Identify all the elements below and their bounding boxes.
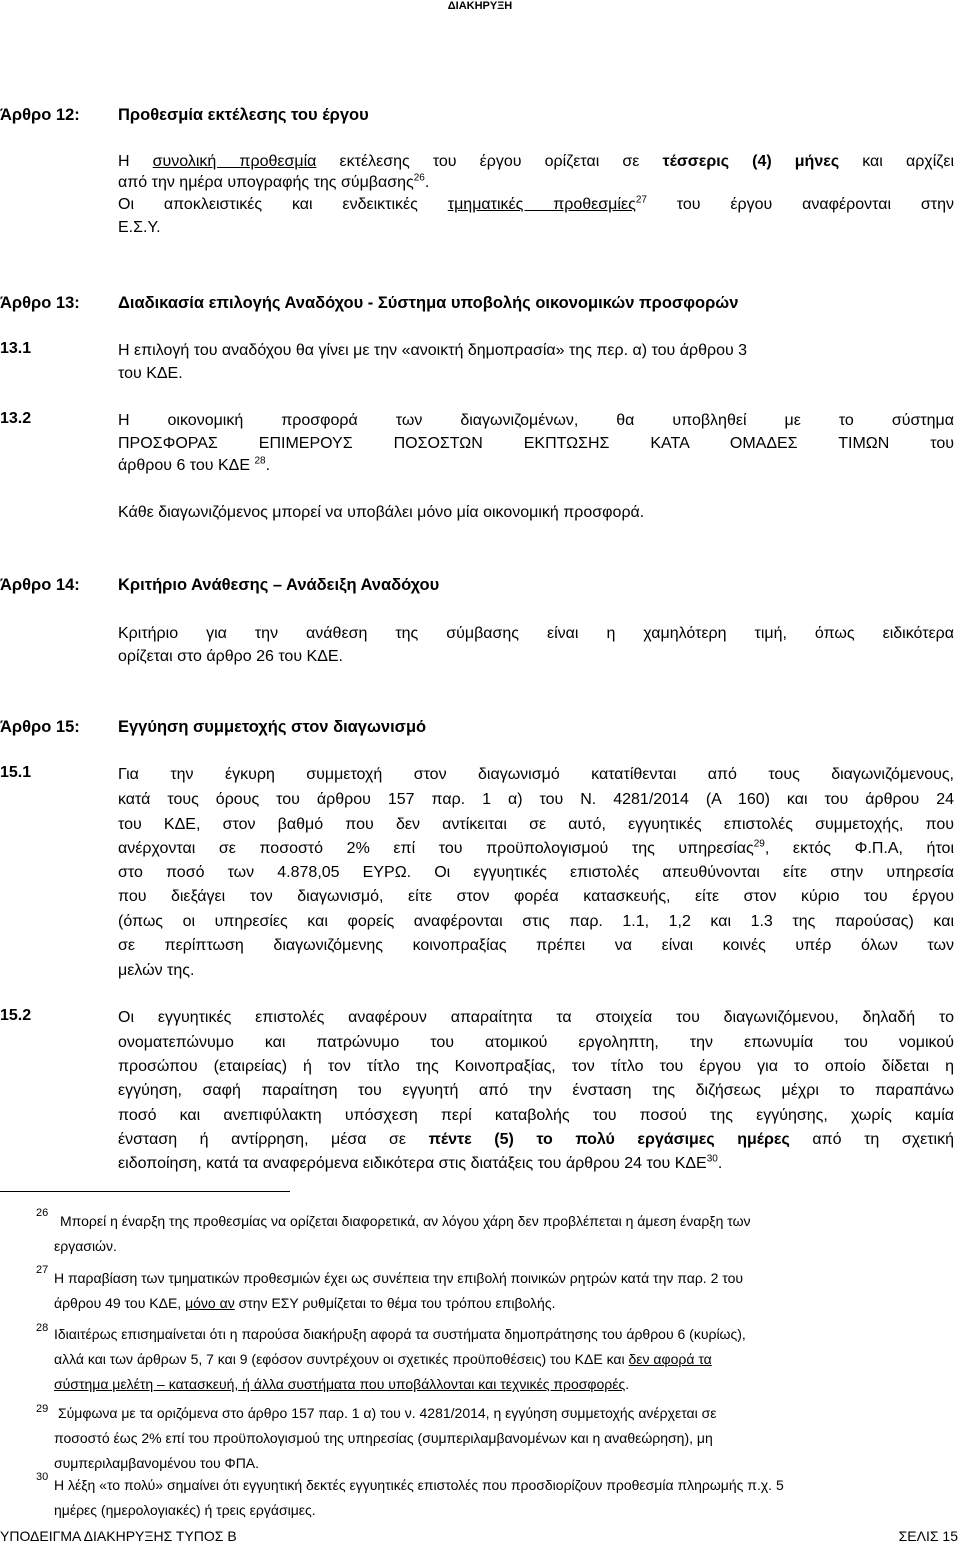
footnote-ref-29: 29 bbox=[753, 838, 765, 850]
section-15-1-line8: σε περίπτωση διαγωνιζόμενης κοινοπραξίας πρέπει να είναι κοινές υπέρ όλων των bbox=[118, 937, 954, 954]
section-13-1-number: 13.1 bbox=[0, 340, 32, 357]
article-15-title: Εγγύηση συμμετοχής στον διαγωνισμό bbox=[118, 718, 427, 736]
section-15-1-line1: Για την έγκυρη συμμετοχή στον διαγωνισμό κατατίθενται από τους διαγωνιζόμενους, bbox=[118, 766, 954, 783]
section-15-1-line9: μελών της. bbox=[118, 962, 195, 979]
section-13-2-line3: άρθρου 6 του ΚΔΕ $^{28}$. bbox=[118, 455, 271, 474]
section-15-1-line7: (όπως οι υπηρεσίες και φορείς αναφέρονται στις παρ. 1.1, 1,2 και 1.3 της παρούσας) και bbox=[118, 913, 954, 930]
article-13-number: Άρθρο 13: bbox=[0, 294, 80, 312]
section-13-2-line2: ΠΡΟΣΦΟΡΑΣ ΕΠΙΜΕΡΟΥΣ ΠΟΣΟΣΤΩΝ ΕΚΠΤΩΣΗΣ ΚΑΤΑ ΟΜΑΔΕΣ ΤΙΜΩΝ του bbox=[118, 435, 954, 452]
footnote-30-number: 30 bbox=[36, 1471, 49, 1483]
section-15-1-line6: που διεξάγει τον διαγωνισμό, είτε στον φορέα κατασκευής, είτε στον κύριο του έργου bbox=[118, 888, 954, 905]
section-15-1-line4: ανέρχονται σε ποσοστό 2% επί του προϋπολογισμού της υπηρεσίας$^{29}$, εκτός Φ.Π.Α, ήτοι bbox=[118, 838, 954, 857]
article-15-number: Άρθρο 15: bbox=[0, 718, 80, 736]
section-15-1-number: 15.1 bbox=[0, 764, 32, 781]
footnote-28-text: Ιδιαιτέρως επισημαίνεται ότι η παρούσα διακήρυξη αφορά τα συστήματα δημοπράτησης του άρθρου 6 (κυρίως), αλλά και των άρθρων 5, 7 και 9 (εφόσον συντρέχουν οι σχετικές προϋποθέσεις) του ΚΔΕ και δεν αφορά τα σύστημα μελέτη – κατασκευή, ή άλλα συστήματα που υποβάλλονται και τεχνικές προσφορές. bbox=[54, 1326, 746, 1392]
section-13-2-number: 13.2 bbox=[0, 410, 32, 427]
footer-page-number: ΣΕΛΙΣ 15 bbox=[898, 1528, 958, 1544]
section-13-2-line4: Κάθε διαγωνιζόμενος μπορεί να υποβάλει μόνο μία οικονομική προσφορά. bbox=[118, 504, 645, 521]
footnote-30-text: Η λέξη «το πολύ» σημαίνει ότι εγγυητική δεκτές εγγυητικές επιστολές που προσδιορίζουν προθεσμία πληρωμής π.χ. 5 ημέρες (ημερολογιακές) ή τρεις εργάσιμες. bbox=[54, 1477, 784, 1518]
footnote-27-text: Η παραβίαση των τμηματικών προθεσμιών έχει ως συνέπεια την επιβολή ποινικών ρητρών κατά την παρ. 2 του άρθρου 49 του ΚΔΕ, μόνο αν στην ΕΣΥ ρυθμίζεται το θέμα του τρόπου επιβολής. bbox=[54, 1270, 744, 1311]
art12-para2-line2: Ε.Σ.Υ. bbox=[118, 219, 161, 236]
running-header: ΔΙΑΚΗΡΥΞΗ bbox=[447, 0, 513, 12]
footnote-29-number: 29 bbox=[36, 1403, 49, 1415]
section-15-2-line7: ειδοποίηση, κατά τα αναφερόμενα ειδικότερα στις διατάξεις του άρθρου 24 του ΚΔΕ$^{30}$. bbox=[118, 1153, 723, 1172]
footnote-26-number: 26 bbox=[36, 1207, 49, 1219]
article-14-title: Κριτήριο Ανάθεσης – Ανάδειξη Αναδόχου bbox=[118, 576, 440, 594]
section-15-2-line4: εγγύηση, σαφή παραίτηση του εγγυητή από την ένσταση της διζήσεως μέχρι το παραπάνω bbox=[118, 1082, 954, 1099]
art12-para1-line1: Η συνολική προθεσμία εκτέλεσης του έργου ορίζεται σε τέσσερις (4) μήνες και αρχίζει bbox=[118, 153, 954, 170]
section-15-1-line5: στο ποσό των 4.878,05 ΕΥΡΩ. Οι εγγυητικές επιστολές απευθύνονται είτε στην υπηρεσία bbox=[118, 864, 954, 881]
section-13-1-line1: Η επιλογή του αναδόχου θα γίνει με την «ανοικτή δημοπρασία» της περ. α) του άρθρου 3 bbox=[118, 342, 748, 359]
section-15-2-number: 15.2 bbox=[0, 1007, 32, 1024]
article-13-title: Διαδικασία επιλογής Αναδόχου - Σύστημα υποβολής οικονομικών προσφορών bbox=[118, 294, 739, 312]
section-15-2-line6: ένσταση ή αντίρρηση, μέσα σε πέντε (5) το πολύ εργάσιμες ημέρες από τη σχετική bbox=[118, 1131, 955, 1148]
article-12-number: Άρθρο 12: bbox=[0, 106, 80, 124]
article-12-title: Προθεσμία εκτέλεσης του έργου bbox=[118, 106, 369, 124]
art14-line2: ορίζεται στο άρθρο 26 του ΚΔΕ. bbox=[118, 648, 343, 665]
footnote-29-text: Σύμφωνα με τα οριζόμενα στο άρθρο 157 παρ. 1 α) του ν. 4281/2014, η εγγύηση συμμετοχής ανέρχεται σε ποσοστό έως 2% επί του προϋπολογισμού της υπηρεσίας (συμπεριλαμβανομένων και η αναθεώρηση), μη συμπεριλαμβανομένου του ΦΠΑ. bbox=[54, 1405, 717, 1471]
footnote-ref-28: 28 bbox=[254, 455, 266, 467]
footnote-separator bbox=[0, 1191, 290, 1192]
footnote-ref-30: 30 bbox=[706, 1153, 718, 1165]
article-14-number: Άρθρο 14: bbox=[0, 576, 80, 594]
footnote-28-number: 28 bbox=[36, 1322, 49, 1334]
section-15-2-line3: προσώπου (εταιρείας) ή τον τίτλο της Κοινοπραξίας, τον τίτλο του έργου για το οποίο δίδεται η bbox=[118, 1058, 954, 1075]
footnote-27-number: 27 bbox=[36, 1264, 49, 1276]
section-15-2-line2: ονοματεπώνυμο και πατρώνυμο του ατομικού εργοληπτη, την επωνυμία του νομικού bbox=[118, 1034, 954, 1051]
footnote-ref-26: 26 bbox=[413, 172, 425, 184]
section-13-2-line1: Η οικονομική προσφορά των διαγωνιζομένων, θα υποβληθεί με το σύστημα bbox=[118, 412, 954, 429]
section-13-1-line2: του ΚΔΕ. bbox=[118, 365, 183, 382]
section-15-2-line1: Οι εγγυητικές επιστολές αναφέρουν απαραίτητα τα στοιχεία του διαγωνιζόμενου, δηλαδή το bbox=[118, 1009, 954, 1026]
footnote-26-text: Μπορεί η έναρξη της προθεσμίας να ορίζεται διαφορετικά, αν λόγου χάρη δεν προβλέπεται η άμεση έναρξη των εργασιών. bbox=[54, 1213, 751, 1254]
section-15-2-line5: ποσό και ανεπιφύλακτη υπόσχεση περί καταβολής του ποσού της εγγύησης, χωρίς καμία bbox=[118, 1107, 954, 1124]
footer-document-type: ΥΠΟΔΕΙΓΜΑ ΔΙΑΚΗΡΥΞΗΣ ΤΥΠΟΣ Β bbox=[0, 1528, 237, 1544]
footnote-ref-27: 27 bbox=[635, 194, 647, 206]
section-15-1-line3: του ΚΔΕ, στον βαθμό που δεν αντίκειται σε αυτό, εγγυητικές επιστολές συμμετοχής, που bbox=[118, 816, 954, 833]
art12-para1-line2: από την ημέρα υπογραφής της σύμβασης$^{26}$. bbox=[118, 172, 430, 191]
art12-para2-line1: Οι αποκλειστικές και ενδεικτικές τμηματικές προθεσμίες$^{27}$ του έργου αναφέρονται στην bbox=[118, 194, 955, 213]
art14-line1: Κριτήριο για την ανάθεση της σύμβασης είναι η χαμηλότερη τιμή, όπως ειδικότερα bbox=[118, 625, 954, 642]
section-15-1-line2: κατά τους όρους του άρθρου 157 παρ. 1 α) του Ν. 4281/2014 (Α 160) και του άρθρου 24 bbox=[118, 791, 954, 808]
